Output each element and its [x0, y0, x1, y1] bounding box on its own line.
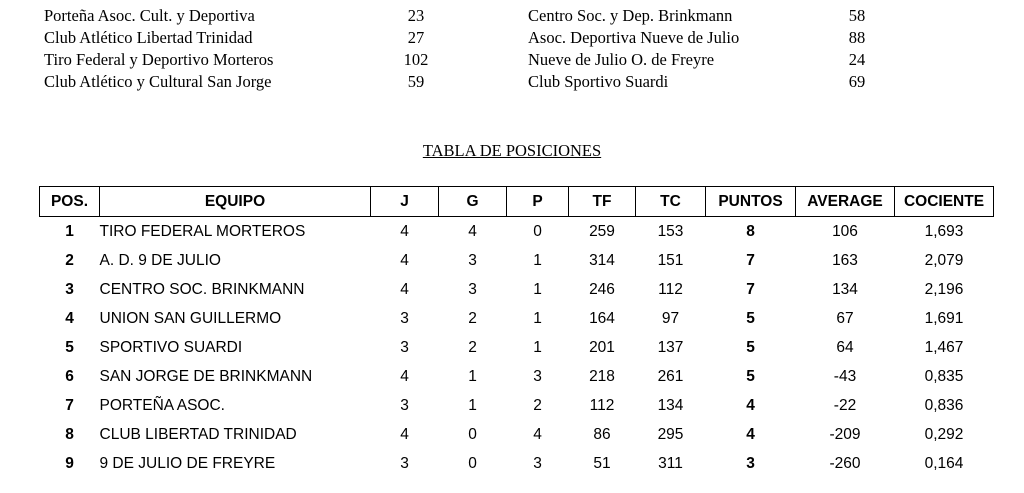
result-team: Porteña Asoc. Cult. y Deportiva	[44, 6, 255, 25]
results-right-column	[528, 5, 908, 93]
result-score: 69	[848, 72, 866, 91]
row-tc: 134	[657, 396, 684, 414]
row-g: 2	[468, 338, 477, 356]
row-tf: 246	[589, 280, 615, 298]
header-g: G	[439, 187, 507, 217]
result-row	[44, 71, 464, 93]
result-row	[528, 49, 908, 71]
table-row	[40, 275, 994, 304]
row-puntos: 4	[746, 425, 755, 443]
row-p: 1	[533, 309, 542, 327]
header-j: J	[371, 187, 439, 217]
row-tc: 311	[658, 454, 683, 472]
result-team: Nueve de Julio O. de Freyre	[528, 50, 715, 69]
row-j: 4	[400, 251, 409, 269]
header-puntos: PUNTOS	[706, 187, 796, 217]
row-pos: 4	[65, 309, 74, 327]
row-g: 3	[468, 251, 477, 269]
row-equipo: UNION SAN GUILLERMO	[99, 309, 282, 327]
row-j: 4	[400, 367, 409, 385]
row-average: -209	[829, 425, 861, 443]
result-score: 24	[848, 50, 866, 69]
row-j: 4	[400, 222, 409, 240]
row-tc: 153	[657, 222, 684, 240]
standings-title-text: TABLA DE POSICIONES	[422, 141, 602, 160]
row-tf: 112	[589, 396, 615, 414]
result-score: 88	[848, 28, 866, 47]
table-row	[40, 304, 994, 333]
row-pos: 1	[65, 222, 74, 240]
standings-header-row	[40, 187, 994, 217]
table-row	[40, 362, 994, 391]
result-row	[528, 27, 908, 49]
row-puntos: 8	[746, 222, 755, 240]
row-g: 2	[468, 309, 477, 327]
row-tf: 86	[593, 425, 611, 443]
row-average: -22	[833, 396, 857, 414]
result-score: 58	[848, 6, 866, 25]
result-team: Club Atlético y Cultural San Jorge	[44, 72, 272, 91]
result-team: Tiro Federal y Deportivo Morteros	[44, 50, 274, 69]
result-score: 23	[407, 6, 425, 25]
result-score: 27	[407, 28, 425, 47]
result-row	[44, 49, 464, 71]
row-average: 163	[832, 251, 858, 269]
row-equipo: SPORTIVO SUARDI	[99, 338, 243, 356]
header-tc: TC	[636, 187, 706, 217]
row-puntos: 5	[746, 338, 755, 356]
row-tc: 295	[657, 425, 684, 443]
result-team: Centro Soc. y Dep. Brinkmann	[528, 6, 733, 25]
row-average: 67	[836, 309, 854, 327]
row-cociente: 0,164	[924, 454, 964, 472]
row-tc: 151	[657, 251, 684, 269]
row-tf: 314	[589, 251, 615, 269]
result-team: Club Atlético Libertad Trinidad	[44, 28, 253, 47]
row-g: 1	[468, 367, 477, 385]
row-average: -260	[829, 454, 861, 472]
row-puntos: 3	[746, 454, 755, 472]
row-tc: 112	[658, 280, 683, 298]
row-puntos: 5	[746, 309, 755, 327]
row-average: 64	[836, 338, 854, 356]
result-row	[528, 71, 908, 93]
row-tf: 259	[589, 222, 615, 240]
row-p: 1	[533, 280, 542, 298]
header-pos: POS.	[40, 187, 100, 217]
row-puntos: 4	[746, 396, 755, 414]
header-p: P	[507, 187, 569, 217]
row-puntos: 7	[746, 280, 755, 298]
results-left-column	[44, 5, 464, 93]
header-tf: TF	[569, 187, 636, 217]
row-cociente: 1,467	[924, 338, 964, 356]
result-row	[44, 5, 464, 27]
row-puntos: 5	[746, 367, 755, 385]
row-cociente: 0,836	[924, 396, 964, 414]
row-pos: 5	[65, 338, 74, 356]
header-equipo: EQUIPO	[100, 187, 371, 217]
row-j: 4	[400, 280, 409, 298]
row-g: 3	[468, 280, 477, 298]
row-average: 134	[832, 280, 858, 298]
row-tc: 261	[657, 367, 684, 385]
row-cociente: 0,835	[924, 367, 964, 385]
header-cociente: COCIENTE	[895, 187, 994, 217]
row-tf: 51	[593, 454, 611, 472]
row-cociente: 0,292	[924, 425, 964, 443]
row-pos: 8	[65, 425, 74, 443]
standings-table	[39, 186, 994, 478]
row-g: 0	[468, 454, 477, 472]
row-tf: 218	[589, 367, 615, 385]
row-g: 4	[468, 222, 477, 240]
row-equipo: 9 DE JULIO DE FREYRE	[99, 454, 276, 472]
result-score: 59	[407, 72, 425, 91]
row-j: 3	[400, 338, 409, 356]
row-equipo: A. D. 9 DE JULIO	[99, 251, 221, 269]
row-pos: 6	[65, 367, 74, 385]
row-cociente: 1,691	[924, 309, 964, 327]
row-cociente: 2,079	[924, 251, 964, 269]
row-tf: 201	[589, 338, 615, 356]
row-cociente: 2,196	[924, 280, 964, 298]
row-p: 3	[533, 454, 542, 472]
row-p: 3	[533, 367, 542, 385]
row-pos: 2	[65, 251, 74, 269]
result-row	[44, 27, 464, 49]
row-pos: 9	[65, 454, 74, 472]
row-j: 3	[400, 309, 409, 327]
row-j: 4	[400, 425, 409, 443]
standings-title	[0, 141, 1024, 161]
result-row	[528, 5, 908, 27]
row-average: 106	[832, 222, 858, 240]
table-row	[40, 333, 994, 362]
row-j: 3	[400, 396, 409, 414]
row-pos: 3	[65, 280, 74, 298]
table-row	[40, 391, 994, 420]
row-cociente: 1,693	[924, 222, 964, 240]
row-pos: 7	[65, 396, 74, 414]
table-row	[40, 246, 994, 275]
row-tc: 137	[657, 338, 684, 356]
result-team: Club Sportivo Suardi	[528, 72, 669, 91]
row-g: 0	[468, 425, 477, 443]
row-g: 1	[468, 396, 477, 414]
table-row	[40, 449, 994, 478]
table-row	[40, 217, 994, 247]
row-j: 3	[400, 454, 409, 472]
row-tf: 164	[589, 309, 615, 327]
result-score: 102	[403, 50, 429, 69]
row-equipo: CLUB LIBERTAD TRINIDAD	[99, 425, 297, 443]
row-equipo: CENTRO SOC. BRINKMANN	[99, 280, 305, 298]
row-equipo: SAN JORGE DE BRINKMANN	[99, 367, 313, 385]
table-row	[40, 420, 994, 449]
row-equipo: PORTEÑA ASOC.	[99, 396, 225, 414]
row-p: 2	[533, 396, 542, 414]
row-tc: 97	[661, 309, 680, 327]
row-puntos: 7	[746, 251, 755, 269]
row-p: 4	[533, 425, 542, 443]
row-equipo: TIRO FEDERAL MORTEROS	[99, 222, 306, 240]
row-p: 1	[533, 251, 542, 269]
result-team: Asoc. Deportiva Nueve de Julio	[528, 28, 740, 47]
row-p: 1	[533, 338, 542, 356]
row-p: 0	[533, 222, 542, 240]
header-average: AVERAGE	[796, 187, 895, 217]
row-average: -43	[833, 367, 857, 385]
